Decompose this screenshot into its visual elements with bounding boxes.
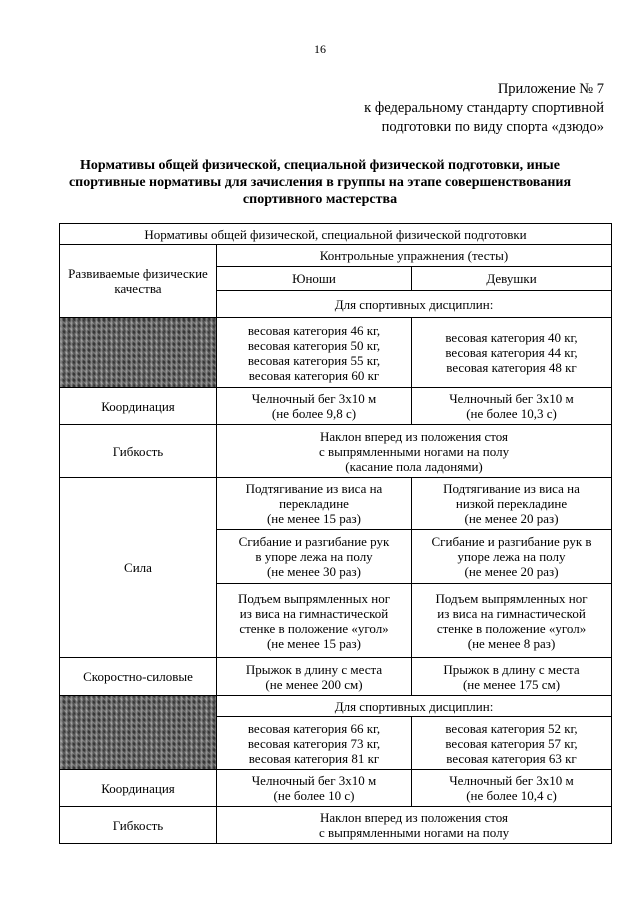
coordination-girls — [412, 388, 612, 425]
exercise-line: Наклон вперед из положения стоя — [320, 810, 509, 825]
weight-category: весовая категория 73 кг, — [247, 735, 381, 751]
exercise-name: Челночный бег 3x10 м — [251, 391, 377, 406]
exercise-line: Подтягивание из виса на — [443, 481, 580, 496]
strength-pushups-boys — [217, 530, 412, 584]
exercise-norm: (не менее 20 раз) — [464, 511, 559, 526]
weight-categories-girls — [412, 717, 612, 770]
appendix-number: Приложение № 7 — [497, 81, 604, 97]
strength-leg-raise-boys — [217, 584, 412, 658]
strength-pullups-boys — [217, 478, 412, 530]
strength-pullups-girls — [412, 478, 612, 530]
exercise-line: Сгибание и разгибание рук в — [431, 534, 592, 549]
exercise-line: Наклон вперед из положения стоя — [320, 428, 509, 444]
exercise-line: стенке в положение «угол» — [436, 620, 587, 636]
exercise-norm: (не менее 20 раз) — [464, 564, 559, 579]
exercise-line: с выпрямленными ногами на полу — [318, 443, 510, 459]
weight-category: весовая категория 48 кг — [446, 360, 577, 375]
redacted-cell — [60, 696, 217, 770]
quality-flexibility: Гибкость — [60, 807, 217, 844]
strength-leg-raise-girls — [412, 584, 612, 658]
exercise-norm: (не более 10,3 с) — [466, 406, 557, 421]
long-jump-boys — [217, 658, 412, 696]
exercise-norm: (не более 9,8 с) — [271, 406, 357, 421]
norms-table — [59, 223, 612, 844]
exercise-norm: (не менее 15 раз) — [266, 635, 362, 651]
redacted-cell — [60, 318, 217, 388]
exercise-norm: (не менее 8 раз) — [467, 635, 556, 651]
table-main-header: Нормативы общей физической, специальной физической подготовки — [60, 224, 612, 245]
exercise-name: Прыжок в длину с места — [443, 661, 580, 677]
exercise-norm: (не менее 200 см) — [265, 676, 363, 692]
weight-category: весовая категория 60 кг — [248, 367, 380, 383]
exercise-name: Челночный бег 3x10 м — [449, 391, 574, 406]
weight-category: весовая категория 81 кг — [248, 750, 380, 766]
tests-header: Контрольные упражнения (тесты) — [217, 245, 612, 267]
flexibility-test — [217, 425, 612, 478]
weight-categories-girls — [412, 318, 612, 388]
exercise-line: упоре лежа на полу — [457, 549, 566, 564]
girls-header: Девушки — [412, 267, 612, 291]
exercise-line: из виса на гимнастической — [239, 605, 389, 621]
exercise-line: Подъем выпрямленных ног — [237, 590, 391, 606]
weight-categories-boys — [217, 717, 412, 770]
weight-category: весовая категория 66 кг, — [247, 720, 381, 736]
page-number: 16 — [314, 42, 326, 56]
weight-category: весовая категория 57 кг, — [445, 735, 578, 751]
weight-category: весовая категория 55 кг, — [247, 352, 381, 368]
exercise-line: с выпрямленными ногами на полу — [318, 825, 510, 840]
exercise-norm: (не более 10,4 с) — [466, 788, 557, 803]
weight-category: весовая категория 44 кг, — [445, 345, 578, 360]
exercise-name: Прыжок в длину с места — [245, 661, 383, 677]
appendix-sport: подготовки по виду спорта «дзюдо» — [381, 119, 604, 135]
title-line: спортивного мастерства — [242, 192, 398, 207]
section-disciplines-label: Для спортивных дисциплин: — [217, 291, 612, 318]
weight-category: весовая категория 40 кг, — [445, 330, 578, 345]
exercise-line: из виса на гимнастической — [437, 605, 586, 621]
long-jump-girls — [412, 658, 612, 696]
weight-category: весовая категория 63 кг — [446, 750, 577, 766]
title-line: спортивные нормативы для зачисления в группы на этапе совершенствования — [68, 175, 572, 190]
appendix-standard: к федеральному стандарту спортивной — [364, 100, 604, 116]
weight-category: весовая категория 52 кг, — [445, 720, 578, 736]
quality-strength: Сила — [60, 478, 217, 658]
coordination-girls — [412, 770, 612, 807]
exercise-name: Челночный бег 3x10 м — [251, 773, 377, 788]
exercise-line: низкой перекладине — [455, 496, 568, 511]
coordination-boys — [217, 770, 412, 807]
weight-category: весовая категория 50 кг, — [247, 337, 381, 353]
exercise-line: в упоре лежа на полу — [255, 549, 373, 564]
exercise-line: стенке в положение «угол» — [239, 620, 389, 636]
exercise-line: Подтягивание из виса на — [245, 481, 383, 496]
exercise-name: Челночный бег 3x10 м — [449, 773, 574, 788]
weight-categories-boys — [217, 318, 412, 388]
strength-pushups-girls — [412, 530, 612, 584]
appendix-reference — [364, 80, 604, 137]
quality-speed-strength: Скоростно-силовые — [60, 658, 217, 696]
exercise-norm: (не менее 30 раз) — [266, 564, 362, 579]
coordination-boys — [217, 388, 412, 425]
exercise-line: (касание пола ладонями) — [345, 458, 483, 474]
document-title — [40, 157, 600, 208]
flexibility-test — [217, 807, 612, 844]
boys-header: Юноши — [217, 267, 412, 291]
exercise-norm: (не менее 175 см) — [462, 676, 561, 692]
quality-flexibility: Гибкость — [60, 425, 217, 478]
weight-category: весовая категория 46 кг, — [247, 322, 381, 338]
title-line: Нормативы общей физической, специальной физической подготовки, иные — [80, 158, 560, 173]
exercise-line: Сгибание и разгибание рук — [238, 534, 390, 549]
exercise-norm: (не менее 15 раз) — [266, 511, 362, 526]
quality-coordination: Координация — [60, 770, 217, 807]
section-disciplines-label: Для спортивных дисциплин: — [217, 696, 612, 717]
quality-column-header: Развиваемые физические качества — [60, 245, 217, 318]
exercise-line: перекладине — [279, 496, 349, 511]
exercise-line: Подъем выпрямленных ног — [435, 590, 588, 606]
quality-coordination: Координация — [60, 388, 217, 425]
exercise-norm: (не более 10 с) — [273, 788, 355, 803]
